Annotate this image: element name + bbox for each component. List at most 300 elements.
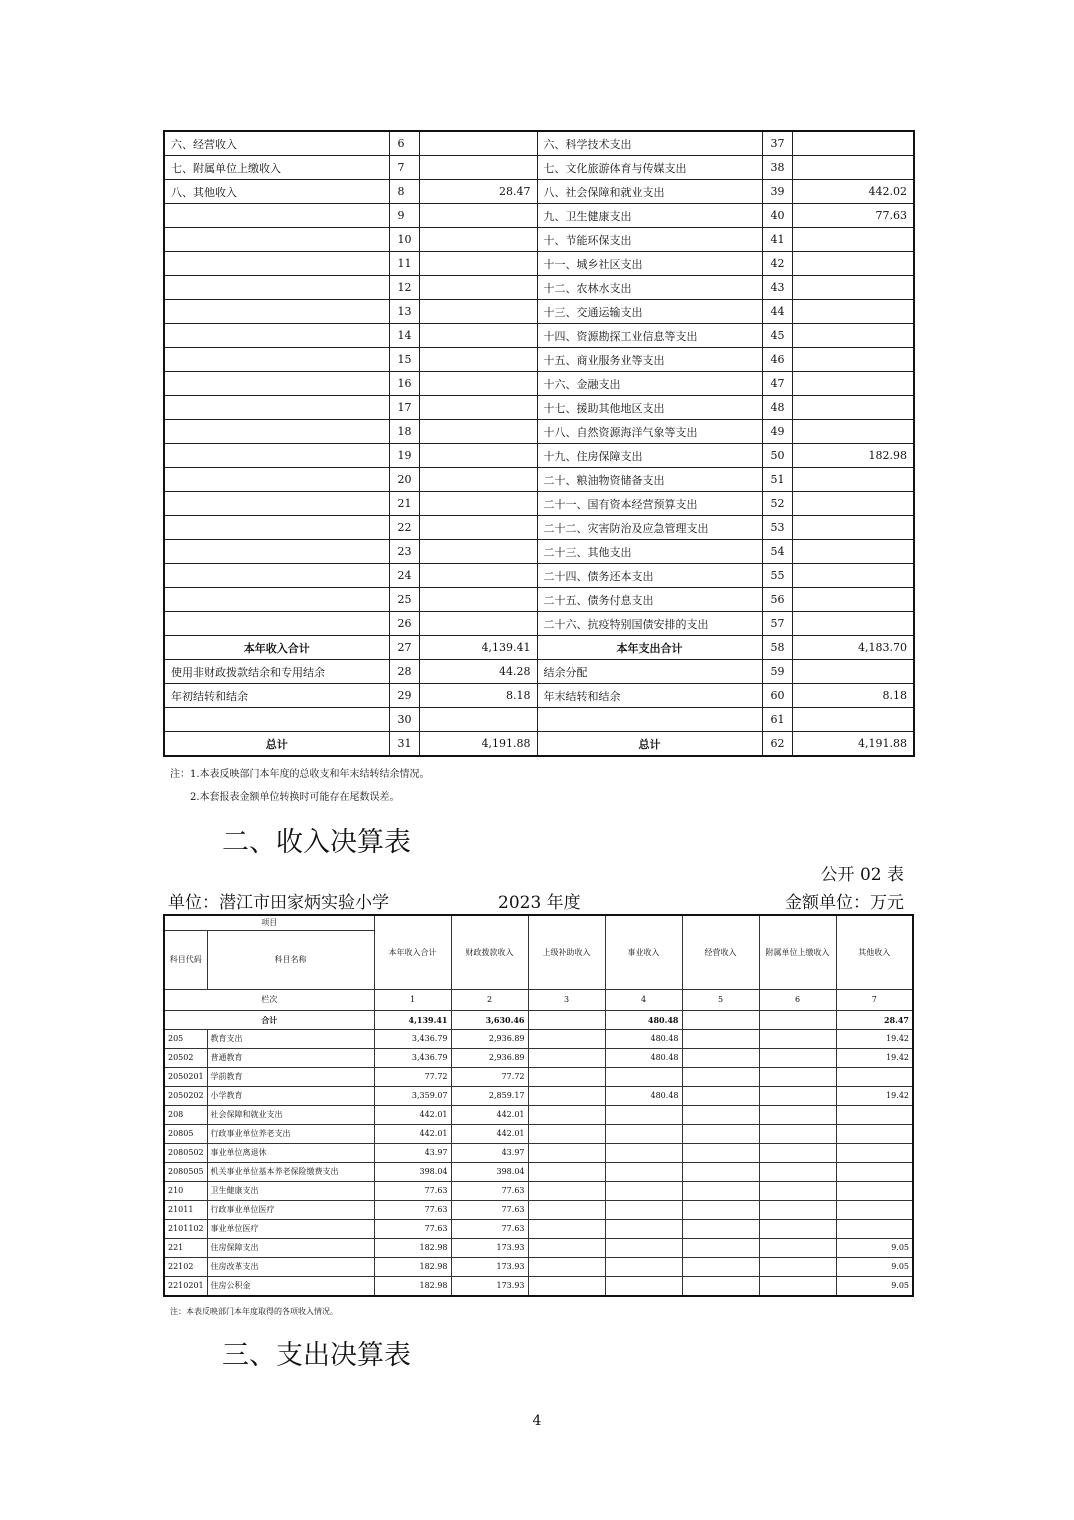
right-item-label: 六、科学技术支出 <box>537 131 762 156</box>
right-item-label: 十、节能环保支出 <box>537 228 762 252</box>
income-value: 182.98 <box>374 1258 451 1277</box>
right-item-label <box>537 708 762 732</box>
header-col-2: 财政拨款收入 <box>451 915 528 990</box>
income-value <box>759 1201 836 1220</box>
income-row <box>164 1049 913 1068</box>
subject-code: 22102 <box>164 1258 207 1277</box>
subject-name: 机关事业单位基本养老保险缴费支出 <box>207 1163 374 1182</box>
right-item-label: 十三、交通运输支出 <box>537 300 762 324</box>
left-line-number: 24 <box>389 564 419 588</box>
right-amount: 4,191.88 <box>792 732 914 757</box>
table2-note: 注：本表反映部门本年度取得的各项收入情况。 <box>170 1307 338 1316</box>
left-line-number: 8 <box>389 180 419 204</box>
income-value: 442.01 <box>374 1106 451 1125</box>
income-value: 77.63 <box>374 1201 451 1220</box>
subject-code: 2101102 <box>164 1220 207 1239</box>
income-value: 9.05 <box>836 1239 913 1258</box>
right-item-label: 八、社会保障和就业支出 <box>537 180 762 204</box>
income-row <box>164 1239 913 1258</box>
right-amount: 182.98 <box>792 444 914 468</box>
income-value <box>682 1087 759 1106</box>
total-label: 合计 <box>164 1011 374 1030</box>
right-line-number: 42 <box>762 252 792 276</box>
income-value <box>682 1163 759 1182</box>
income-row <box>164 1220 913 1239</box>
right-item-label: 十四、资源勘探工业信息等支出 <box>537 324 762 348</box>
left-amount: 4,139.41 <box>419 636 537 660</box>
summary-row <box>164 372 914 396</box>
income-value <box>759 1106 836 1125</box>
income-value <box>759 1087 836 1106</box>
summary-row <box>164 660 914 684</box>
table1-note-2: 2.本套报表金额单位转换时可能存在尾数误差。 <box>190 792 400 803</box>
income-value <box>605 1239 682 1258</box>
right-item-label: 二十、粮油物资储备支出 <box>537 468 762 492</box>
subject-name: 事业单位医疗 <box>207 1220 374 1239</box>
left-line-number: 17 <box>389 396 419 420</box>
subject-name: 学前教育 <box>207 1068 374 1087</box>
total-value <box>759 1011 836 1030</box>
income-value: 442.01 <box>451 1125 528 1144</box>
subject-name: 住房公积金 <box>207 1277 374 1297</box>
subject-code: 2210201 <box>164 1277 207 1297</box>
right-line-number: 50 <box>762 444 792 468</box>
subject-code: 2050202 <box>164 1087 207 1106</box>
income-value <box>759 1144 836 1163</box>
right-amount <box>792 372 914 396</box>
summary-row <box>164 492 914 516</box>
income-value: 398.04 <box>374 1163 451 1182</box>
income-value <box>605 1106 682 1125</box>
left-line-number: 20 <box>389 468 419 492</box>
income-value: 398.04 <box>451 1163 528 1182</box>
left-amount <box>419 564 537 588</box>
left-item-label <box>164 324 389 348</box>
subject-code: 221 <box>164 1239 207 1258</box>
left-amount <box>419 156 537 180</box>
left-line-number: 9 <box>389 204 419 228</box>
right-line-number: 41 <box>762 228 792 252</box>
income-value <box>759 1258 836 1277</box>
income-row <box>164 1030 913 1049</box>
left-amount <box>419 612 537 636</box>
income-value <box>605 1201 682 1220</box>
income-value <box>836 1163 913 1182</box>
summary-row <box>164 468 914 492</box>
total-value: 4,139.41 <box>374 1011 451 1030</box>
left-line-number: 27 <box>389 636 419 660</box>
income-value <box>836 1182 913 1201</box>
left-item-label <box>164 516 389 540</box>
right-amount <box>792 540 914 564</box>
left-item-label: 七、附属单位上缴收入 <box>164 156 389 180</box>
income-value: 77.63 <box>451 1201 528 1220</box>
income-value: 442.01 <box>374 1125 451 1144</box>
income-row <box>164 1163 913 1182</box>
page-number: 4 <box>532 1413 542 1429</box>
left-line-number: 19 <box>389 444 419 468</box>
left-line-number: 22 <box>389 516 419 540</box>
right-line-number: 53 <box>762 516 792 540</box>
income-value: 480.48 <box>605 1030 682 1049</box>
income-value: 3,436.79 <box>374 1030 451 1049</box>
left-amount <box>419 492 537 516</box>
left-amount <box>419 540 537 564</box>
subject-name: 小学教育 <box>207 1087 374 1106</box>
left-amount <box>419 588 537 612</box>
income-value <box>528 1163 605 1182</box>
left-item-label <box>164 204 389 228</box>
income-value <box>605 1220 682 1239</box>
summary-row <box>164 588 914 612</box>
summary-row <box>164 516 914 540</box>
right-item-label: 十八、自然资源海洋气象等支出 <box>537 420 762 444</box>
left-amount <box>419 204 537 228</box>
income-row <box>164 1125 913 1144</box>
income-value: 77.63 <box>451 1220 528 1239</box>
subject-code: 21011 <box>164 1201 207 1220</box>
income-row <box>164 1106 913 1125</box>
left-amount <box>419 516 537 540</box>
summary-row <box>164 180 914 204</box>
income-value: 77.63 <box>374 1220 451 1239</box>
header-col-4: 事业收入 <box>605 915 682 990</box>
col-num-6: 6 <box>759 990 836 1011</box>
income-value: 182.98 <box>374 1239 451 1258</box>
left-item-label: 总计 <box>164 732 389 757</box>
left-amount <box>419 131 537 156</box>
left-item-label <box>164 444 389 468</box>
right-amount <box>792 660 914 684</box>
right-item-label: 二十二、灾害防治及应急管理支出 <box>537 516 762 540</box>
right-amount <box>792 276 914 300</box>
summary-row <box>164 564 914 588</box>
right-amount <box>792 708 914 732</box>
income-value <box>528 1182 605 1201</box>
subject-name: 教育支出 <box>207 1030 374 1049</box>
left-line-number: 29 <box>389 684 419 708</box>
right-line-number: 37 <box>762 131 792 156</box>
income-row <box>164 1068 913 1087</box>
right-amount <box>792 612 914 636</box>
summary-row <box>164 612 914 636</box>
right-item-label: 二十六、抗疫特别国债安排的支出 <box>537 612 762 636</box>
income-value <box>605 1258 682 1277</box>
right-item-label: 二十三、其他支出 <box>537 540 762 564</box>
income-row <box>164 1277 913 1297</box>
right-amount <box>792 564 914 588</box>
col-num-3: 3 <box>528 990 605 1011</box>
right-line-number: 45 <box>762 324 792 348</box>
header-col-5: 经营收入 <box>682 915 759 990</box>
summary-row <box>164 156 914 180</box>
header-item: 项目 <box>164 915 374 931</box>
left-line-number: 14 <box>389 324 419 348</box>
income-value: 182.98 <box>374 1277 451 1297</box>
right-item-label: 年末结转和结余 <box>537 684 762 708</box>
subject-name: 社会保障和就业支出 <box>207 1106 374 1125</box>
right-amount <box>792 468 914 492</box>
summary-row <box>164 420 914 444</box>
income-value: 19.42 <box>836 1087 913 1106</box>
summary-row <box>164 324 914 348</box>
income-value <box>605 1068 682 1087</box>
right-line-number: 44 <box>762 300 792 324</box>
income-value: 9.05 <box>836 1258 913 1277</box>
income-value <box>759 1049 836 1068</box>
left-amount <box>419 420 537 444</box>
right-amount <box>792 252 914 276</box>
right-amount <box>792 588 914 612</box>
income-value <box>682 1201 759 1220</box>
right-item-label: 九、卫生健康支出 <box>537 204 762 228</box>
col-num-4: 4 <box>605 990 682 1011</box>
unit-name: 单位：潜江市田家炳实验小学 <box>168 893 389 913</box>
left-line-number: 11 <box>389 252 419 276</box>
left-amount <box>419 372 537 396</box>
left-item-label <box>164 564 389 588</box>
right-item-label: 二十五、债务付息支出 <box>537 588 762 612</box>
right-item-label: 十二、农林水支出 <box>537 276 762 300</box>
income-value <box>605 1182 682 1201</box>
left-item-label <box>164 708 389 732</box>
income-value: 173.93 <box>451 1277 528 1297</box>
subject-code: 20502 <box>164 1049 207 1068</box>
income-value <box>836 1106 913 1125</box>
income-table-header <box>164 915 913 1030</box>
income-value <box>682 1182 759 1201</box>
form-number: 公开 02 表 <box>820 865 904 885</box>
income-value <box>759 1182 836 1201</box>
header-name: 科目名称 <box>207 931 374 990</box>
right-amount <box>792 348 914 372</box>
income-value: 3,359.07 <box>374 1087 451 1106</box>
income-value <box>528 1277 605 1297</box>
left-amount <box>419 468 537 492</box>
left-item-label <box>164 228 389 252</box>
income-value <box>682 1239 759 1258</box>
left-item-label <box>164 612 389 636</box>
income-value: 3,436.79 <box>374 1049 451 1068</box>
left-line-number: 10 <box>389 228 419 252</box>
summary-row <box>164 540 914 564</box>
left-line-number: 26 <box>389 612 419 636</box>
left-item-label: 年初结转和结余 <box>164 684 389 708</box>
income-value: 77.72 <box>451 1068 528 1087</box>
right-line-number: 58 <box>762 636 792 660</box>
left-line-number: 7 <box>389 156 419 180</box>
right-item-label: 总计 <box>537 732 762 757</box>
summary-row <box>164 684 914 708</box>
income-value <box>605 1144 682 1163</box>
income-value <box>836 1125 913 1144</box>
left-item-label <box>164 588 389 612</box>
summary-row <box>164 348 914 372</box>
income-value: 43.97 <box>451 1144 528 1163</box>
income-value <box>682 1220 759 1239</box>
summary-table-body <box>164 131 914 756</box>
right-item-label: 十七、援助其他地区支出 <box>537 396 762 420</box>
income-value <box>836 1144 913 1163</box>
income-value <box>528 1049 605 1068</box>
right-line-number: 43 <box>762 276 792 300</box>
summary-row <box>164 396 914 420</box>
right-line-number: 39 <box>762 180 792 204</box>
income-value <box>759 1239 836 1258</box>
left-item-label <box>164 348 389 372</box>
right-item-label: 二十四、债务还本支出 <box>537 564 762 588</box>
right-item-label: 十六、金融支出 <box>537 372 762 396</box>
left-amount <box>419 324 537 348</box>
income-value: 442.01 <box>451 1106 528 1125</box>
income-value <box>528 1087 605 1106</box>
money-unit: 金额单位：万元 <box>785 893 904 913</box>
right-amount <box>792 228 914 252</box>
left-line-number: 12 <box>389 276 419 300</box>
income-value <box>682 1106 759 1125</box>
left-line-number: 13 <box>389 300 419 324</box>
right-line-number: 61 <box>762 708 792 732</box>
total-value: 3,630.46 <box>451 1011 528 1030</box>
income-value <box>682 1277 759 1297</box>
left-item-label <box>164 276 389 300</box>
income-value <box>836 1201 913 1220</box>
income-value: 9.05 <box>836 1277 913 1297</box>
left-item-label: 使用非财政拨款结余和专用结余 <box>164 660 389 684</box>
left-amount: 8.18 <box>419 684 537 708</box>
section-2-title: 二、收入决算表 <box>222 827 411 858</box>
income-value: 480.48 <box>605 1049 682 1068</box>
total-value <box>682 1011 759 1030</box>
summary-row <box>164 636 914 660</box>
left-amount <box>419 276 537 300</box>
income-value <box>528 1030 605 1049</box>
right-item-label: 十五、商业服务业等支出 <box>537 348 762 372</box>
income-value: 2,859.17 <box>451 1087 528 1106</box>
right-line-number: 56 <box>762 588 792 612</box>
income-value <box>528 1068 605 1087</box>
col-num-2: 2 <box>451 990 528 1011</box>
right-item-label: 十九、住房保障支出 <box>537 444 762 468</box>
right-amount: 442.02 <box>792 180 914 204</box>
left-line-number: 21 <box>389 492 419 516</box>
header-col-7: 其他收入 <box>836 915 913 990</box>
total-value: 480.48 <box>605 1011 682 1030</box>
right-amount: 8.18 <box>792 684 914 708</box>
left-amount <box>419 708 537 732</box>
right-line-number: 59 <box>762 660 792 684</box>
income-value <box>528 1220 605 1239</box>
summary-row <box>164 444 914 468</box>
subject-name: 住房改革支出 <box>207 1258 374 1277</box>
summary-row <box>164 204 914 228</box>
right-amount <box>792 516 914 540</box>
income-value <box>759 1163 836 1182</box>
left-amount <box>419 348 537 372</box>
fiscal-year: 2023 年度 <box>498 893 581 913</box>
right-item-label: 结余分配 <box>537 660 762 684</box>
right-line-number: 38 <box>762 156 792 180</box>
right-amount <box>792 492 914 516</box>
left-line-number: 6 <box>389 131 419 156</box>
right-line-number: 51 <box>762 468 792 492</box>
left-line-number: 15 <box>389 348 419 372</box>
subject-name: 行政事业单位养老支出 <box>207 1125 374 1144</box>
subject-code: 210 <box>164 1182 207 1201</box>
right-amount <box>792 396 914 420</box>
right-amount <box>792 156 914 180</box>
income-value: 480.48 <box>605 1087 682 1106</box>
subject-code: 20805 <box>164 1125 207 1144</box>
income-value <box>759 1068 836 1087</box>
left-item-label <box>164 252 389 276</box>
header-code: 科目代码 <box>164 931 207 990</box>
income-row <box>164 1087 913 1106</box>
income-value: 19.42 <box>836 1049 913 1068</box>
income-value: 43.97 <box>374 1144 451 1163</box>
income-value <box>836 1068 913 1087</box>
income-value <box>528 1239 605 1258</box>
left-amount <box>419 396 537 420</box>
right-amount <box>792 300 914 324</box>
col-num-5: 5 <box>682 990 759 1011</box>
income-value <box>682 1125 759 1144</box>
right-amount <box>792 131 914 156</box>
right-line-number: 49 <box>762 420 792 444</box>
subject-code: 2050201 <box>164 1068 207 1087</box>
income-value <box>682 1144 759 1163</box>
income-value: 173.93 <box>451 1258 528 1277</box>
income-value: 77.63 <box>374 1182 451 1201</box>
total-value: 28.47 <box>836 1011 913 1030</box>
income-table-body <box>164 1030 913 1297</box>
income-value <box>759 1125 836 1144</box>
income-value <box>528 1125 605 1144</box>
income-value: 77.63 <box>451 1182 528 1201</box>
income-value <box>605 1125 682 1144</box>
left-item-label: 六、经营收入 <box>164 131 389 156</box>
income-value <box>528 1106 605 1125</box>
left-line-number: 16 <box>389 372 419 396</box>
subject-name: 卫生健康支出 <box>207 1182 374 1201</box>
left-amount: 4,191.88 <box>419 732 537 757</box>
left-item-label: 八、其他收入 <box>164 180 389 204</box>
summary-row <box>164 228 914 252</box>
right-amount <box>792 324 914 348</box>
left-amount: 28.47 <box>419 180 537 204</box>
income-value <box>605 1163 682 1182</box>
income-value <box>682 1258 759 1277</box>
income-value <box>682 1030 759 1049</box>
right-line-number: 60 <box>762 684 792 708</box>
subject-name: 住房保障支出 <box>207 1239 374 1258</box>
section-3-title: 三、支出决算表 <box>222 1340 411 1371</box>
right-line-number: 48 <box>762 396 792 420</box>
income-expense-summary-table <box>163 130 915 757</box>
summary-row <box>164 732 914 757</box>
subject-name: 行政事业单位医疗 <box>207 1201 374 1220</box>
income-value <box>759 1277 836 1297</box>
subject-code: 208 <box>164 1106 207 1125</box>
subject-name: 事业单位离退休 <box>207 1144 374 1163</box>
header-row-label: 栏次 <box>164 990 374 1011</box>
left-line-number: 25 <box>389 588 419 612</box>
income-row <box>164 1201 913 1220</box>
right-line-number: 55 <box>762 564 792 588</box>
income-value: 19.42 <box>836 1030 913 1049</box>
income-value: 2,936.89 <box>451 1030 528 1049</box>
summary-row <box>164 131 914 156</box>
